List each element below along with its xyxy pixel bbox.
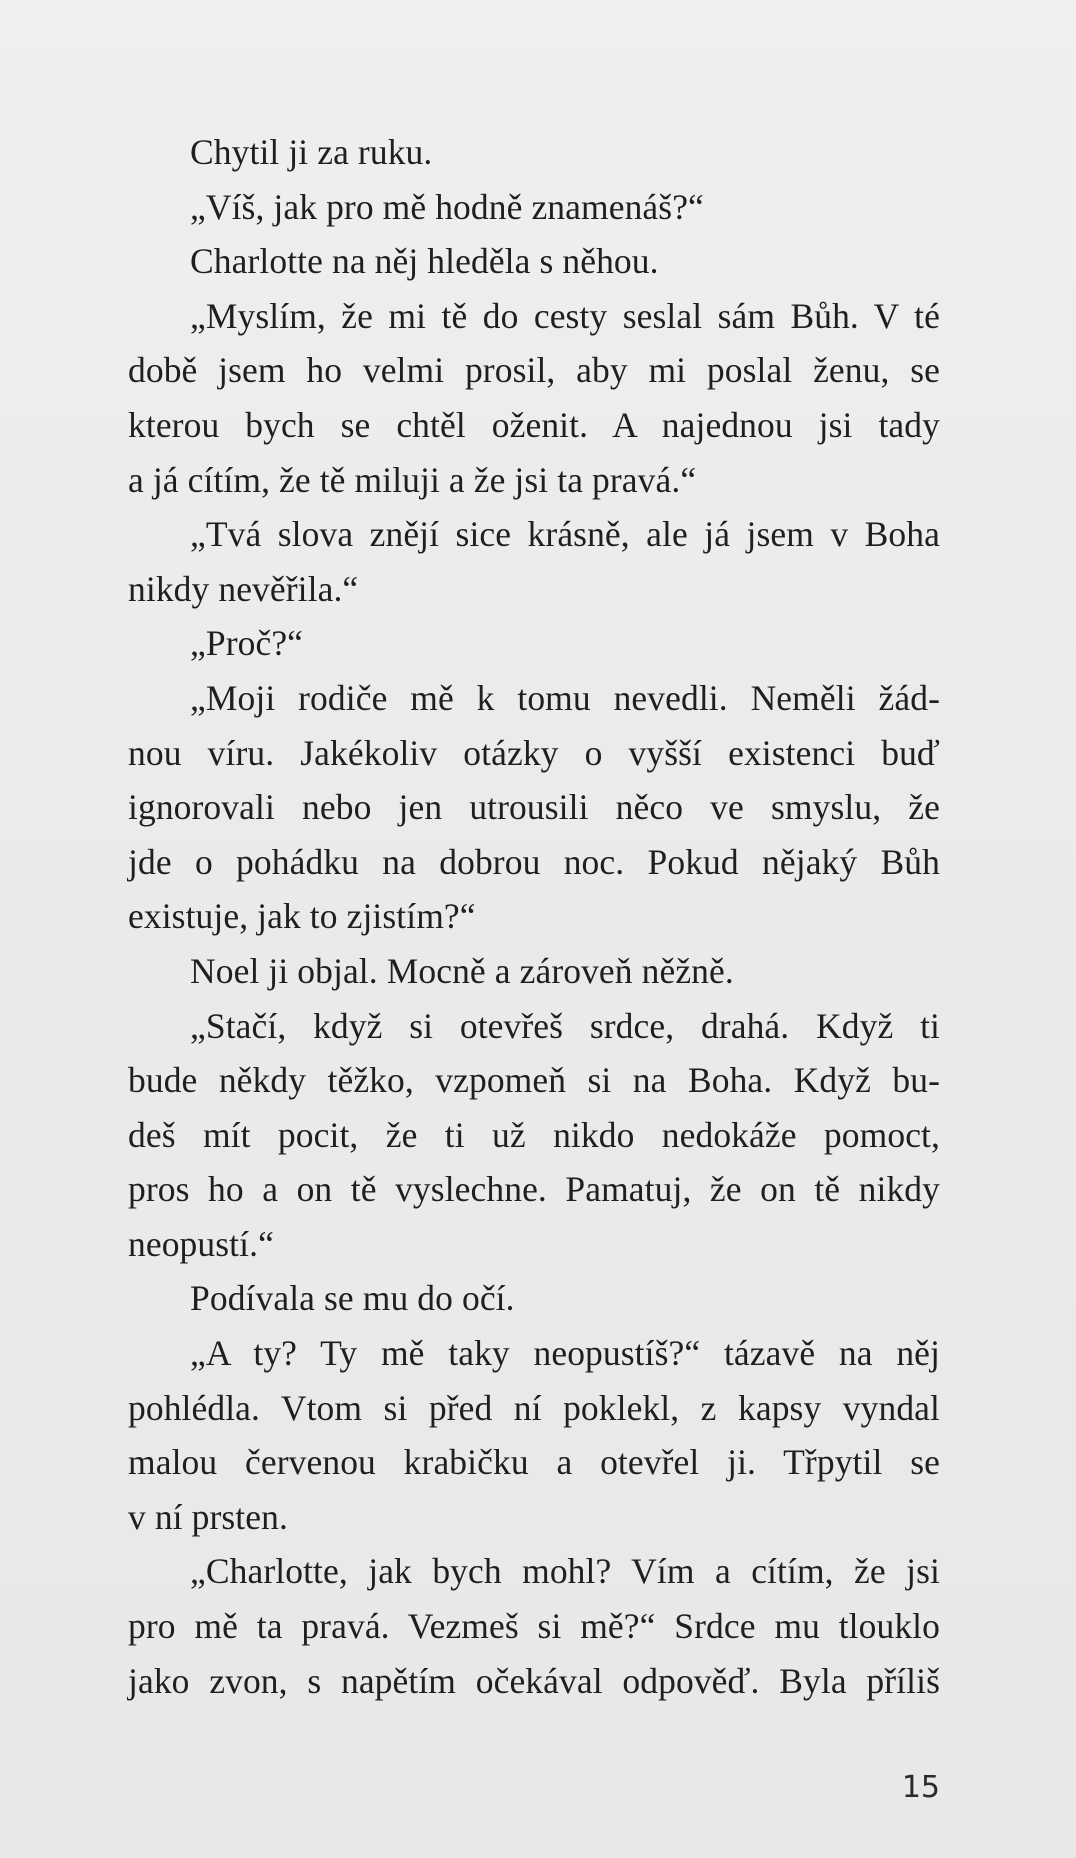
text-line: „Proč?“	[190, 623, 304, 664]
text-line: „Stačí, když si otevřeš srdce, drahá. Když ti	[190, 1005, 940, 1046]
text-line: „A ty? Ty mě taky neopustíš?“ tázavě na něj	[190, 1333, 940, 1374]
text-line: neopustí.“	[128, 1223, 274, 1264]
text-line: deš mít pocit, že ti už nikdo nedokáže pomoct,	[128, 1114, 940, 1155]
text-line: Noel ji objal. Mocně a zároveň něžně.	[190, 950, 734, 991]
text-line: pro mě ta pravá. Vezmeš si mě?“ Srdce mu tlouklo	[128, 1606, 940, 1647]
text-line: ignorovali nebo jen utrousili něco ve smyslu, že	[128, 787, 940, 828]
text-line: a já cítím, že tě miluji a že jsi ta pravá.“	[128, 459, 697, 500]
text-line: „Myslím, že mi tě do cesty seslal sám Bůh. V té	[190, 295, 940, 336]
text-line: nou víru. Jakékoliv otázky o vyšší existenci buď	[128, 732, 940, 773]
text-line: jde o pohádku na dobrou noc. Pokud nějaký Bůh	[128, 841, 940, 882]
body-text	[128, 125, 940, 1708]
text-line: existuje, jak to zjistím?“	[128, 896, 476, 937]
text-line: jako zvon, s napětím očekával odpověď. Byla příliš	[128, 1660, 940, 1701]
text-line: bude někdy těžko, vzpomeň si na Boha. Když bu-	[128, 1060, 940, 1101]
text-line: Podívala se mu do očí.	[190, 1278, 515, 1319]
text-line: „Víš, jak pro mě hodně znamenáš?“	[190, 186, 704, 227]
text-line: nikdy nevěřila.“	[128, 568, 359, 609]
text-line: pohlédla. Vtom si před ní poklekl, z kapsy vyndal	[128, 1387, 940, 1428]
text-line: „Moji rodiče mě k tomu nevedli. Neměli žád-	[190, 677, 940, 718]
page-number: 15	[901, 1770, 940, 1805]
text-line: „Charlotte, jak bych mohl? Vím a cítím, že jsi	[190, 1551, 940, 1592]
text-line: Charlotte na něj hleděla s něhou.	[190, 241, 659, 282]
text-line: kterou bych se chtěl oženit. A najednou jsi tady	[128, 404, 940, 445]
text-line: „Tvá slova znějí sice krásně, ale já jsem v Boha	[190, 514, 940, 555]
text-line: Chytil ji za ruku.	[190, 132, 433, 172]
text-line: malou červenou krabičku a otevřel ji. Třpytil se	[128, 1442, 940, 1483]
text-line: v ní prsten.	[128, 1496, 288, 1537]
text-line: pros ho a on tě vyslechne. Pamatuj, že on tě nikdy	[128, 1169, 940, 1210]
text-line: době jsem ho velmi prosil, aby mi poslal ženu, se	[128, 350, 940, 391]
